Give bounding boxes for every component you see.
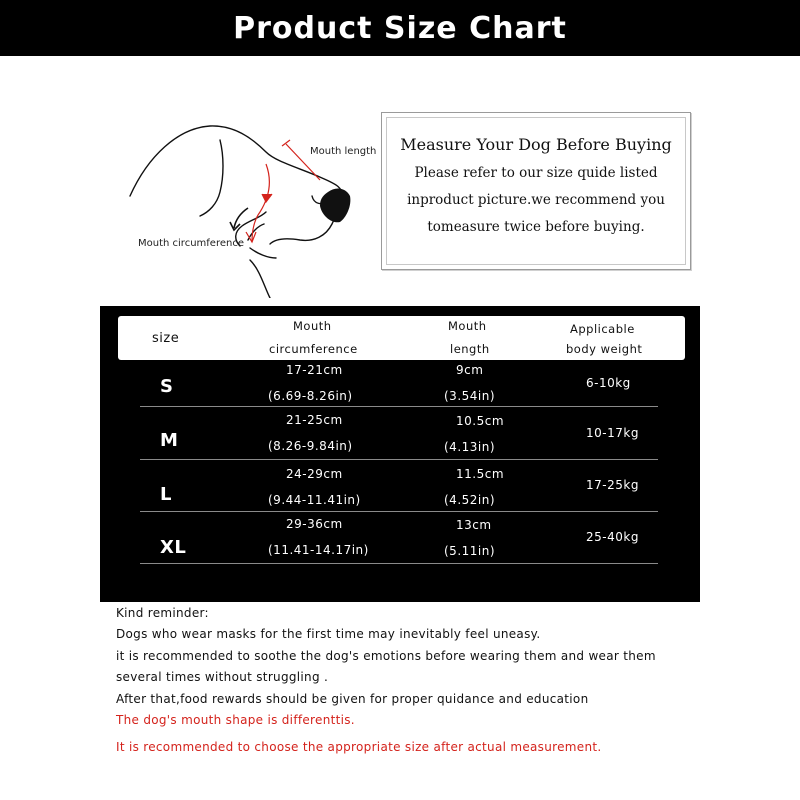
nose-icon [320, 189, 350, 223]
row-circumference-cm: 21-25cm [286, 413, 343, 427]
header-weight-bottom: body weight [566, 342, 643, 356]
row-size-label: M [160, 430, 179, 451]
row-circumference-cm: 24-29cm [286, 467, 343, 481]
row-weight: 10-17kg [586, 426, 639, 440]
row-divider [140, 511, 658, 512]
reminder-line: After that,food rewards should be given for proper quidance and education [116, 692, 589, 706]
notice-line: Please refer to our size quide listed [414, 165, 658, 181]
notice-line: inproduct picture.we recommend you [407, 192, 665, 208]
row-circumference-cm: 17-21cm [286, 363, 343, 377]
row-size-label: L [160, 484, 172, 505]
curved-arrow-icon [234, 208, 248, 228]
row-weight: 25-40kg [586, 530, 639, 544]
row-length-in: (4.13in) [444, 440, 496, 454]
row-length-cm: 11.5cm [456, 467, 505, 481]
row-divider [140, 459, 658, 460]
header-bar [0, 0, 800, 56]
header-weight-top: Applicable [570, 322, 635, 336]
notice-line: tomeasure twice before buying. [427, 219, 645, 235]
mouth-circumference-marker [246, 164, 272, 242]
row-length-cm: 13cm [456, 518, 492, 532]
page-title: Product Size Chart [233, 10, 567, 46]
row-weight: 17-25kg [586, 478, 639, 492]
reminder-line: Dogs who wear masks for the first time may inevitably feel uneasy. [116, 627, 541, 641]
header-circumference-bottom: circumference [269, 342, 358, 356]
row-circumference-cm: 29-36cm [286, 517, 343, 531]
row-length-cm: 9cm [456, 363, 484, 377]
row-length-in: (3.54in) [444, 389, 496, 403]
row-size-label: XL [160, 537, 187, 558]
row-circumference-in: (8.26-9.84in) [268, 439, 353, 453]
reminder-line: several times without struggling . [116, 670, 329, 684]
reminder-line: it is recommended to soothe the dog's emotions before wearing them and wear them [116, 649, 656, 663]
dog-head-illustration [100, 108, 390, 298]
row-circumference-in: (9.44-11.41in) [268, 493, 361, 507]
row-circumference-in: (6.69-8.26in) [268, 389, 353, 403]
reminder-warning: The dog's mouth shape is differenttis. [116, 713, 355, 727]
reminder-warning: It is recommended to choose the appropriate size after actual measurement. [116, 740, 602, 754]
row-circumference-in: (11.41-14.17in) [268, 543, 369, 557]
notice-heading: Measure Your Dog Before Buying [400, 135, 672, 154]
row-size-label: S [160, 376, 174, 397]
reminder-title: Kind reminder: [116, 606, 209, 620]
header-length-bottom: length [450, 342, 490, 356]
row-length-cm: 10.5cm [456, 414, 505, 428]
table-header [118, 316, 685, 360]
row-divider [140, 406, 658, 407]
header-size: size [152, 331, 180, 346]
row-length-in: (4.52in) [444, 493, 496, 507]
mouth-circumference-label: Mouth circumference [138, 238, 244, 249]
mouth-length-label: Mouth length [310, 146, 377, 157]
row-divider [140, 563, 658, 564]
row-length-in: (5.11in) [444, 544, 496, 558]
size-chart-table [100, 306, 700, 602]
measure-notice-box [381, 112, 691, 270]
row-weight: 6-10kg [586, 376, 631, 390]
header-circumference-top: Mouth [293, 319, 332, 333]
header-length-top: Mouth [448, 319, 487, 333]
